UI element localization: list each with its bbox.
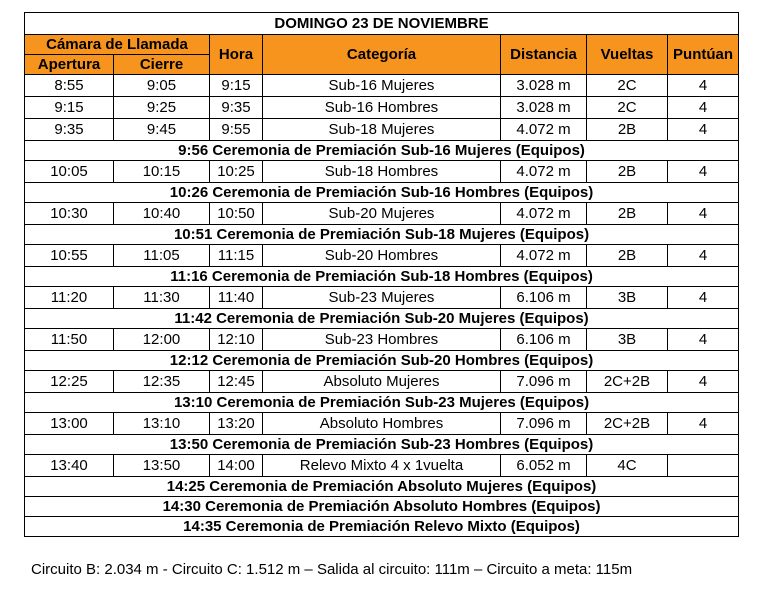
cell-distancia: 6.052 m: [501, 455, 587, 477]
cell-cierre: 11:30: [114, 287, 210, 309]
cell-categoria: Sub-23 Hombres: [263, 329, 501, 351]
cell-vueltas: 2C+2B: [587, 413, 668, 435]
cell-distancia: 4.072 m: [501, 245, 587, 267]
header-vueltas: Vueltas: [587, 35, 668, 75]
cell-distancia: 3.028 m: [501, 97, 587, 119]
ceremony-text: 9:56 Ceremonia de Premiación Sub-16 Mujeres (Equipos): [25, 141, 739, 161]
cell-vueltas: 2B: [587, 161, 668, 183]
cell-distancia: 6.106 m: [501, 287, 587, 309]
cell-vueltas: 2B: [587, 203, 668, 225]
cell-vueltas: 2C+2B: [587, 371, 668, 393]
cell-categoria: Sub-20 Mujeres: [263, 203, 501, 225]
cell-hora: 13:20: [210, 413, 263, 435]
ceremony-text: 11:42 Ceremonia de Premiación Sub-20 Mujeres (Equipos): [25, 309, 739, 329]
cell-cierre: 12:35: [114, 371, 210, 393]
ceremony-text: 10:26 Ceremonia de Premiación Sub-16 Hombres (Equipos): [25, 183, 739, 203]
cell-distancia: 4.072 m: [501, 119, 587, 141]
ceremony-text: 13:10 Ceremonia de Premiación Sub-23 Mujeres (Equipos): [25, 393, 739, 413]
cell-puntuan: 4: [668, 245, 739, 267]
cell-vueltas: 4C: [587, 455, 668, 477]
table-row: [25, 97, 739, 119]
cell-cierre: 10:15: [114, 161, 210, 183]
cell-hora: 11:15: [210, 245, 263, 267]
cell-hora: 12:10: [210, 329, 263, 351]
cell-vueltas: 2B: [587, 119, 668, 141]
cell-cierre: 12:00: [114, 329, 210, 351]
header-hora: Hora: [210, 35, 263, 75]
table-row: [25, 329, 739, 351]
cell-apertura: 8:55: [25, 75, 114, 97]
ceremony-row: [25, 267, 739, 287]
ceremony-row: [25, 517, 739, 537]
cell-hora: 10:50: [210, 203, 263, 225]
table-row: [25, 455, 739, 477]
ceremony-text: 12:12 Ceremonia de Premiación Sub-20 Hombres (Equipos): [25, 351, 739, 371]
circuit-footnote: Circuito B: 2.034 m - Circuito C: 1.512 m – Salida al circuito: 111m – Circuito a meta: 115m: [31, 561, 633, 578]
cell-vueltas: 2B: [587, 245, 668, 267]
cell-hora: 14:00: [210, 455, 263, 477]
table-row: [25, 161, 739, 183]
cell-cierre: 13:50: [114, 455, 210, 477]
cell-puntuan: 4: [668, 97, 739, 119]
ceremony-text: 14:25 Ceremonia de Premiación Absoluto Mujeres (Equipos): [25, 477, 739, 497]
table-row: [25, 371, 739, 393]
ceremony-text: 11:16 Ceremonia de Premiación Sub-18 Hombres (Equipos): [25, 267, 739, 287]
ceremony-row: [25, 435, 739, 455]
cell-puntuan: 4: [668, 161, 739, 183]
ceremony-text: 13:50 Ceremonia de Premiación Sub-23 Hombres (Equipos): [25, 435, 739, 455]
schedule-title: DOMINGO 23 DE NOVIEMBRE: [25, 13, 739, 35]
table-row: [25, 203, 739, 225]
cell-apertura: 9:15: [25, 97, 114, 119]
cell-puntuan: 4: [668, 287, 739, 309]
cell-cierre: 9:45: [114, 119, 210, 141]
cell-hora: 9:15: [210, 75, 263, 97]
cell-cierre: 13:10: [114, 413, 210, 435]
cell-puntuan: 4: [668, 413, 739, 435]
cell-distancia: 4.072 m: [501, 203, 587, 225]
ceremony-row: [25, 309, 739, 329]
cell-apertura: 11:20: [25, 287, 114, 309]
cell-apertura: 13:40: [25, 455, 114, 477]
cell-hora: 9:35: [210, 97, 263, 119]
cell-apertura: 11:50: [25, 329, 114, 351]
cell-puntuan: 4: [668, 329, 739, 351]
cell-distancia: 7.096 m: [501, 413, 587, 435]
cell-hora: 10:25: [210, 161, 263, 183]
cell-vueltas: 3B: [587, 287, 668, 309]
cell-distancia: 3.028 m: [501, 75, 587, 97]
cell-cierre: 11:05: [114, 245, 210, 267]
ceremony-text: 14:30 Ceremonia de Premiación Absoluto Hombres (Equipos): [25, 497, 739, 517]
header-cierre: Cierre: [114, 55, 210, 75]
header-camara-de-llamada: Cámara de Llamada: [25, 35, 210, 55]
cell-puntuan: 4: [668, 75, 739, 97]
table-row: [25, 75, 739, 97]
schedule-table: [24, 12, 739, 537]
cell-vueltas: 2C: [587, 97, 668, 119]
cell-categoria: Sub-16 Hombres: [263, 97, 501, 119]
cell-cierre: 9:05: [114, 75, 210, 97]
ceremony-row: [25, 225, 739, 245]
cell-puntuan: 4: [668, 119, 739, 141]
cell-apertura: 10:55: [25, 245, 114, 267]
cell-categoria: Sub-20 Hombres: [263, 245, 501, 267]
cell-apertura: 12:25: [25, 371, 114, 393]
cell-categoria: Absoluto Hombres: [263, 413, 501, 435]
cell-vueltas: 2C: [587, 75, 668, 97]
header-apertura: Apertura: [25, 55, 114, 75]
cell-apertura: 9:35: [25, 119, 114, 141]
header-puntuan: Puntúan: [668, 35, 739, 75]
ceremony-text: 10:51 Ceremonia de Premiación Sub-18 Mujeres (Equipos): [25, 225, 739, 245]
cell-cierre: 10:40: [114, 203, 210, 225]
ceremony-row: [25, 393, 739, 413]
cell-categoria: Absoluto Mujeres: [263, 371, 501, 393]
cell-distancia: 4.072 m: [501, 161, 587, 183]
cell-hora: 9:55: [210, 119, 263, 141]
cell-hora: 11:40: [210, 287, 263, 309]
cell-distancia: 6.106 m: [501, 329, 587, 351]
cell-cierre: 9:25: [114, 97, 210, 119]
cell-puntuan: 4: [668, 203, 739, 225]
header-distancia: Distancia: [501, 35, 587, 75]
ceremony-text: 14:35 Ceremonia de Premiación Relevo Mixto (Equipos): [25, 517, 739, 537]
ceremony-row: [25, 497, 739, 517]
cell-categoria: Relevo Mixto 4 x 1vuelta: [263, 455, 501, 477]
cell-puntuan: 4: [668, 371, 739, 393]
ceremony-row: [25, 141, 739, 161]
table-row: [25, 287, 739, 309]
cell-categoria: Sub-16 Mujeres: [263, 75, 501, 97]
cell-hora: 12:45: [210, 371, 263, 393]
cell-vueltas: 3B: [587, 329, 668, 351]
ceremony-row: [25, 351, 739, 371]
cell-categoria: Sub-23 Mujeres: [263, 287, 501, 309]
cell-apertura: 10:30: [25, 203, 114, 225]
table-row: [25, 413, 739, 435]
cell-categoria: Sub-18 Hombres: [263, 161, 501, 183]
cell-distancia: 7.096 m: [501, 371, 587, 393]
table-row: [25, 245, 739, 267]
cell-apertura: 10:05: [25, 161, 114, 183]
ceremony-row: [25, 183, 739, 203]
table-row: [25, 119, 739, 141]
header-categoria: Categoría: [263, 35, 501, 75]
ceremony-row: [25, 477, 739, 497]
schedule-body: [25, 75, 739, 537]
cell-puntuan: [668, 455, 739, 477]
cell-categoria: Sub-18 Mujeres: [263, 119, 501, 141]
cell-apertura: 13:00: [25, 413, 114, 435]
